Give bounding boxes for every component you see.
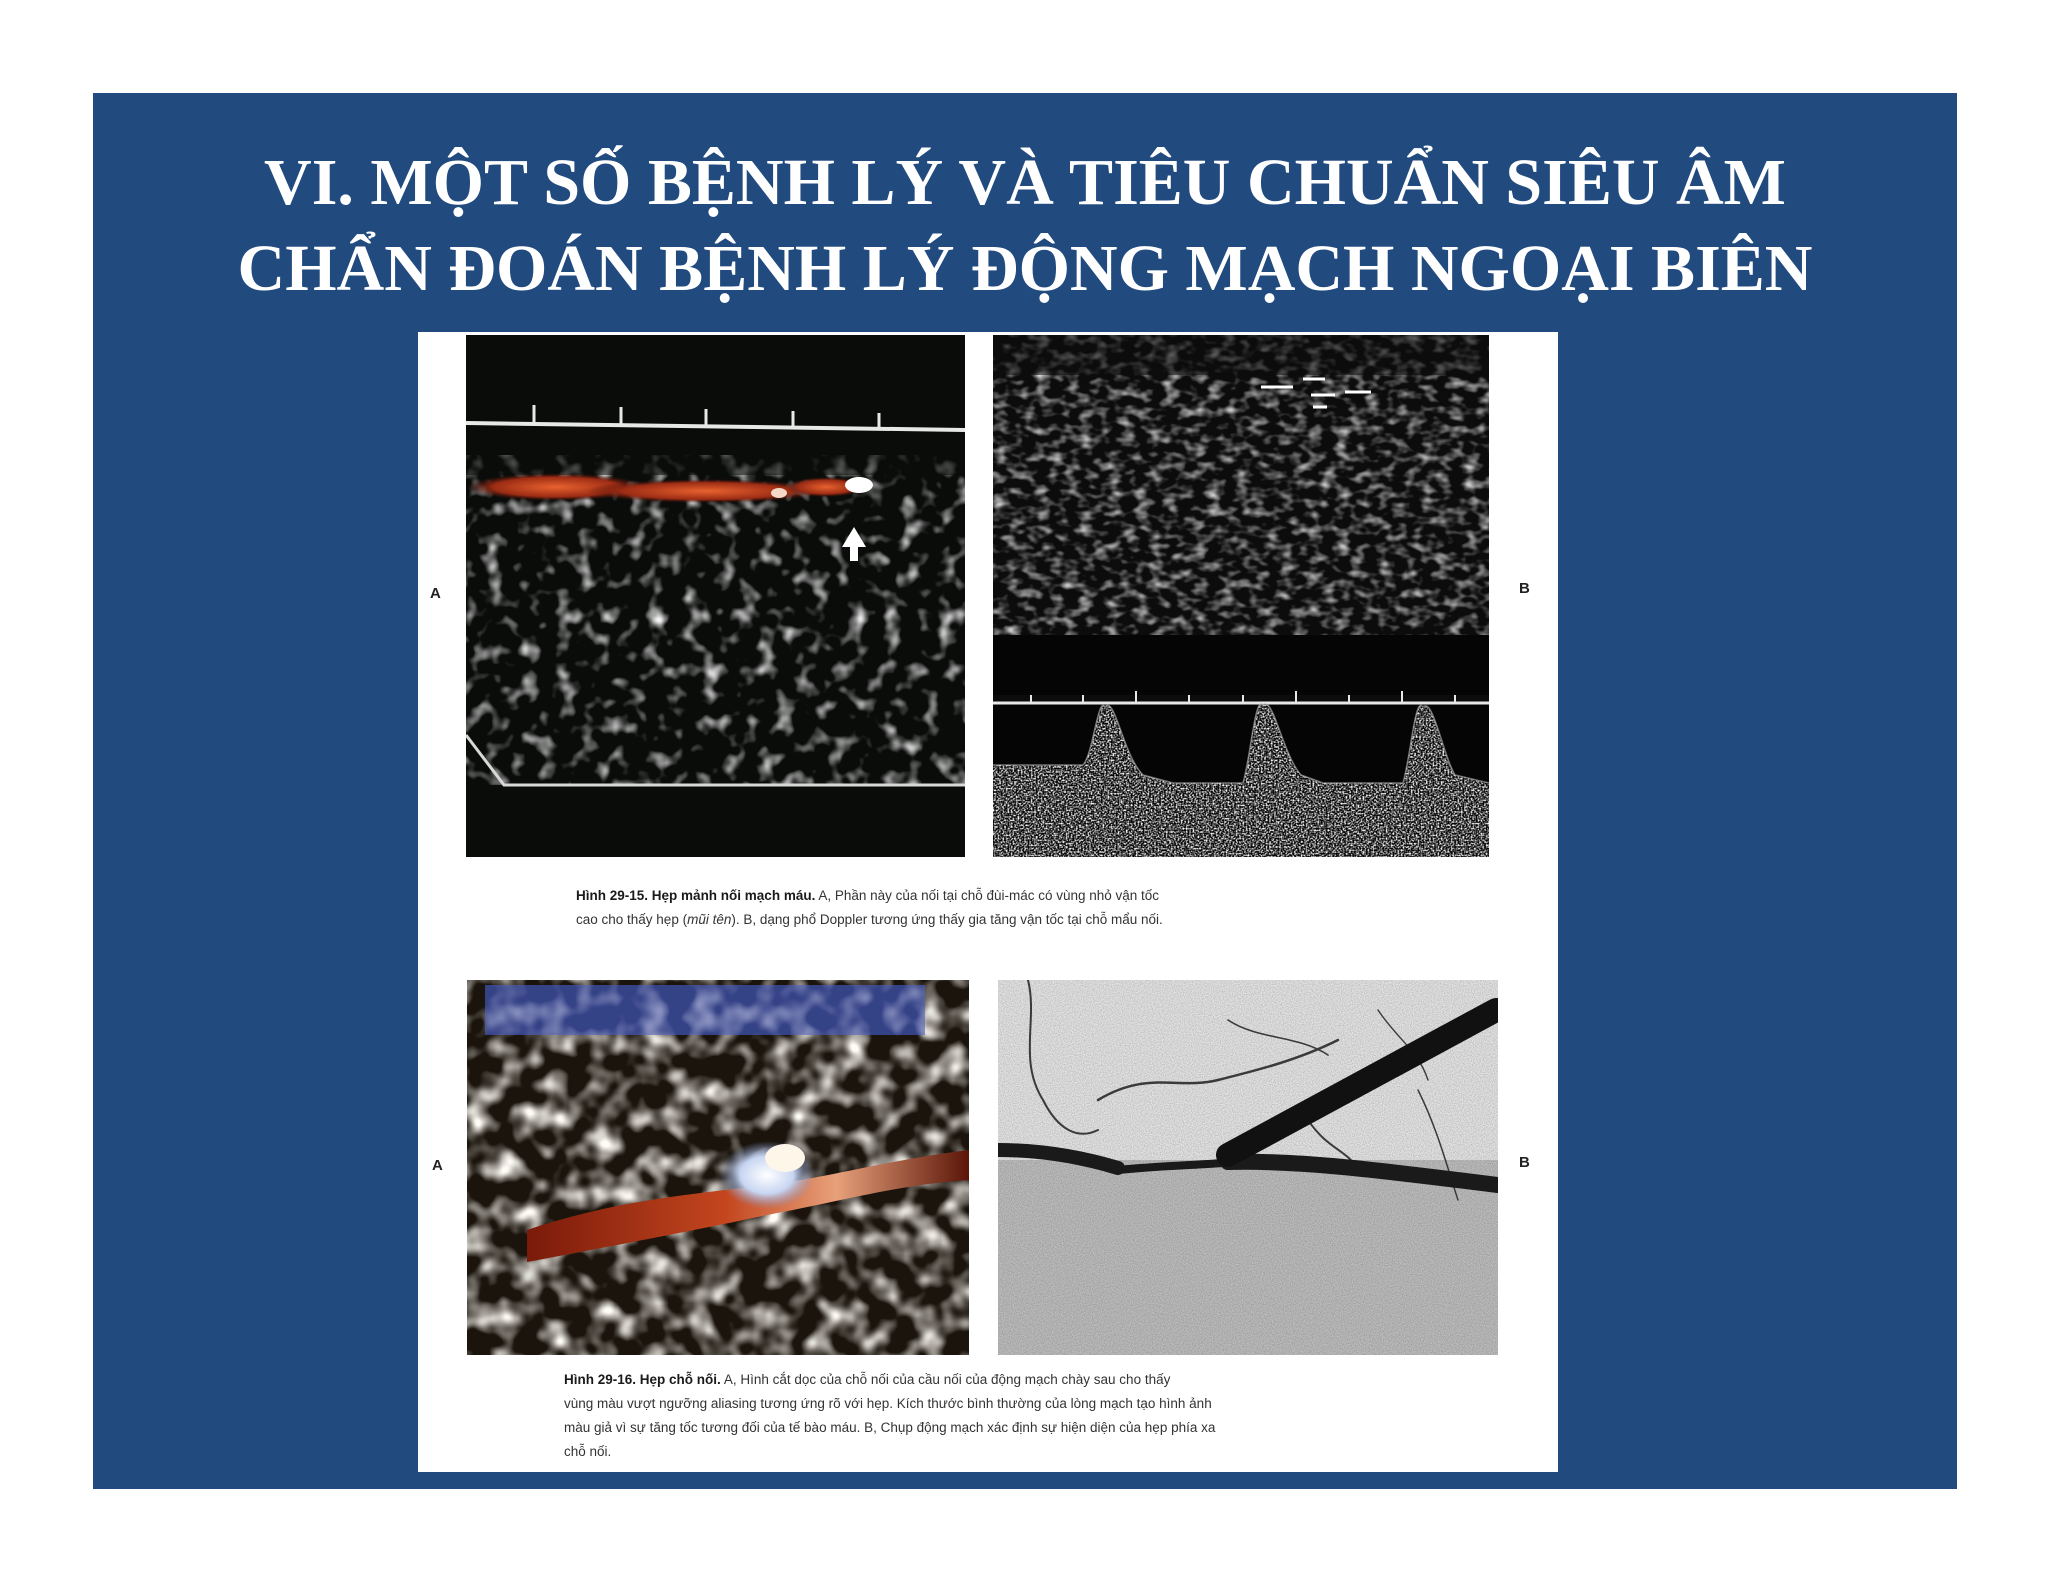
figure-15-caption-text-1: A, Phần này của nối tại chỗ đùi-mác có vùng nhỏ vận tốc: [818, 888, 1160, 903]
figure-16-panel-a-ultrasound: [467, 980, 969, 1355]
figure-15-panel-b-doppler: [993, 335, 1489, 857]
figure-16-caption-line-4: chỗ nối.: [564, 1444, 612, 1459]
figure-15-caption-line-2: [576, 908, 1476, 932]
figure-15-caption-arrow-label: mũi tên: [687, 912, 732, 927]
figure-15-panel-a-letter: A: [430, 585, 441, 602]
figure-15-caption-text-2a: cao cho thấy hẹp (: [576, 912, 688, 927]
color-doppler-image: [466, 335, 965, 857]
figure-16-caption-text-1: A, Hình cắt dọc của chỗ nối của cầu nối của động mạch chày sau cho thấy: [723, 1372, 1171, 1387]
figure-15-panel-b-letter: B: [1519, 580, 1530, 597]
figure-15-panel-a-ultrasound: [466, 335, 965, 857]
figure-16-panel-a-letter: A: [432, 1157, 443, 1174]
angiogram-image: [998, 980, 1498, 1355]
color-aliasing-image: [467, 980, 969, 1355]
figure-16-caption-line-1: [564, 1368, 1494, 1392]
figure-15-number: Hình 29-15.: [576, 888, 649, 903]
figure-15-caption-line-1: [576, 884, 1476, 908]
slide-title-line-1: VI. MỘT SỐ BỆNH LÝ VÀ TIÊU CHUẨN SIÊU ÂM: [264, 146, 1786, 219]
figure-16-title: Hẹp chỗ nối.: [639, 1372, 721, 1387]
figure-15-caption: [576, 884, 1476, 932]
figure-16-caption-line-2: vùng màu vượt ngưỡng aliasing tương ứng rõ với hẹp. Kích thước bình thường của lòng mạch tạo hình ảnh: [564, 1396, 1212, 1411]
slide-title-line-2: CHẨN ĐOÁN BỆNH LÝ ĐỘNG MẠCH NGOẠI BIÊN: [237, 232, 1813, 305]
textbook-figure-page: [418, 332, 1558, 1472]
figure-16-panel-b-letter: B: [1519, 1154, 1530, 1171]
figure-16-panel-b-angiogram: [998, 980, 1498, 1355]
figure-16-number: Hình 29-16.: [564, 1372, 637, 1387]
doppler-spectrum-image: [993, 335, 1489, 857]
figure-15-title: Hẹp mảnh nối mạch máu.: [651, 888, 816, 903]
figure-16-caption: [564, 1368, 1494, 1464]
figure-16-caption-line-3: màu giả vì sự tăng tốc tương đối của tế bào máu. B, Chụp động mạch xác định sự hiện diện của hẹp phía xa: [564, 1420, 1216, 1435]
figure-15-caption-text-2b: ). B, dạng phổ Doppler tương ứng thấy gia tăng vận tốc tại chỗ mẩu nối.: [731, 912, 1163, 927]
slide-title: [93, 140, 1957, 312]
